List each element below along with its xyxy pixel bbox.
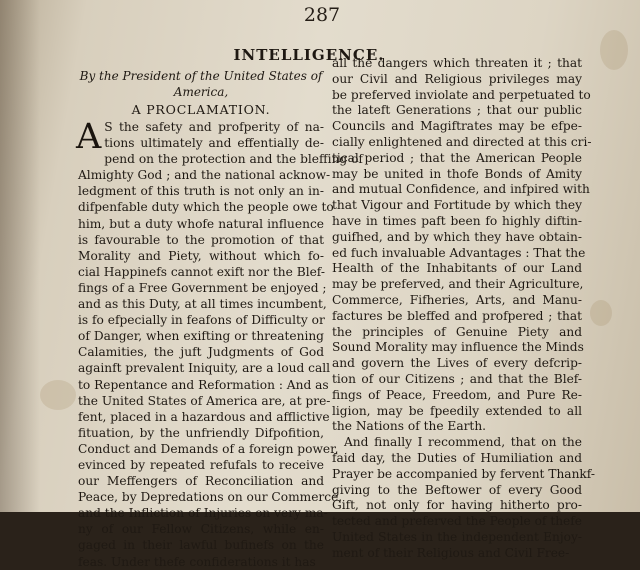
text-line: is fo efpecially in feafons of Difficulty or [78,313,325,328]
text-line: Sound Morality may influence the Minds [332,340,584,355]
text-line: fituation, by the unfriendly Difpofition, [78,425,324,440]
text-line: And finally I recommend, that on the [344,435,582,450]
text-line: pend on the protection and the bleffing of [104,152,363,167]
text-line: of Danger, when exifting or threatening [78,329,324,344]
text-line: fings of Peace, Freedom, and Pure Re- [332,387,582,402]
text-line: fings of a Free Government be enjoyed ; [78,280,327,295]
text-line: ligion, may be fpeedily extended to all [332,403,582,418]
text-line: that Vigour and Fortitude by which they [332,198,582,213]
text-line: tected and preferved the People of thefe [332,514,582,529]
text-line: Councils and Magiftrates may be efpe- [332,119,582,134]
text-line: Prayer be accompanied by fervent Thankf- [332,466,595,481]
text-line: Conduct and Demands of a foreign power, [78,441,339,456]
text-line: cially enlightened and directed at this cri- [332,134,592,149]
text-line: ny of our Fellow Citizens, while en- [78,522,324,537]
text-line: ledgment of this truth is not only an in- [78,184,324,199]
text-line: evinced by repeated refufals to receive [78,457,324,472]
text-line: the principles of Genuine Piety and [332,324,582,339]
byline-line: America, [173,85,229,99]
text-line: factures be bleffed and profpered ; that [332,308,582,323]
text-line: is favourable to the promotion of that [78,232,324,247]
text-line: Gift, not only for having hitherto pro- [332,498,582,513]
text-line: have in times paft been fo highly diftin- [332,213,582,228]
text-line: to Repentance and Reformation : And as [78,377,329,392]
proclamation-title: A PROCLAMATION. [131,102,271,117]
text-line: and as this Duty, at all times incumbent, [78,297,327,312]
right-column [332,56,595,560]
text-line: ed fuch invaluable Advantages : That the [332,245,586,260]
text-line: him, but a duty whofe natural influence [78,216,324,231]
text-line: Peace, by Depredations on our Commerce, [78,490,343,505]
text-line: cial Happinefs cannot exift nor the Blef- [78,264,326,279]
text-line: S the safety and profperity of na- [104,120,324,134]
text-line: the United States of America are, at pre- [78,393,331,408]
text-line: gaged in their lawful bufinefs on the [78,538,324,553]
text-line: difpenfable duty which the people owe to [78,200,334,215]
section-headline: INTELLIGENCE. [233,46,385,64]
text-line: and govern the Lives of every defcrip- [332,356,582,371]
drop-cap: A [76,117,102,157]
text-line: United States in the independent Enjoy- [332,529,582,544]
text-line: Calamities, the juft Judgments of God [78,345,324,360]
left-column [76,68,363,569]
proclamation-text [76,117,363,570]
text-line: the lateft Generations ; that our public [332,103,582,118]
text-line: ment of their Religious and Civil Free- [332,545,570,560]
byline [78,68,324,100]
text-line: Health of the Inhabitants of our Land [332,261,582,276]
proclamation-continuation [332,56,595,562]
text-line: againft prevalent Iniquity, are a loud call [78,361,331,376]
foxing-stain [600,30,628,70]
text-line: may be united in thofe Bonds of Amity [332,166,582,181]
text-line: tical period ; that the American People [332,150,582,165]
text-line: may be preferved, and their Agriculture, [332,277,584,292]
byline-line: By the President of the United States of [79,69,323,83]
text-line: Commerce, Fifheries, Arts, and Manu- [332,292,582,307]
text-line: fent, placed in a hazardous and afflictive [78,409,330,424]
foxing-stain [40,380,76,410]
text-line: and mutual Confidence, and infpired with [332,182,590,197]
text-line: all the dangers which threaten it ; that [332,56,582,70]
text-line: tion of our Citizens ; and that the Blef- [332,371,582,386]
text-line: Morality and Piety, without which fo- [78,248,324,263]
page-shadow [0,0,40,512]
foxing-stain [590,300,612,326]
text-line: tions ultimately and effentially de- [104,136,324,151]
text-line: our Civil and Religious privileges may [332,71,582,86]
text-line: our Meffengers of Reconciliation and [78,474,324,489]
page-number: 287 [303,4,341,26]
text-line: be preferved inviolate and perpetuated to [332,87,591,102]
text-line: and the Infliction of Injuries on very ma- [78,506,328,521]
text-line: giving to the Beftower of every Good [332,482,582,497]
text-line: the Nations of the Earth. [332,419,487,434]
text-line: Almighty God ; and the national acknow- [78,168,331,183]
text-line: faid day, the Duties of Humiliation and [332,450,582,465]
text-line: feas. Under thefe confiderations it has [78,554,316,569]
text-line: guifhed, and by which they have obtain- [332,229,582,244]
